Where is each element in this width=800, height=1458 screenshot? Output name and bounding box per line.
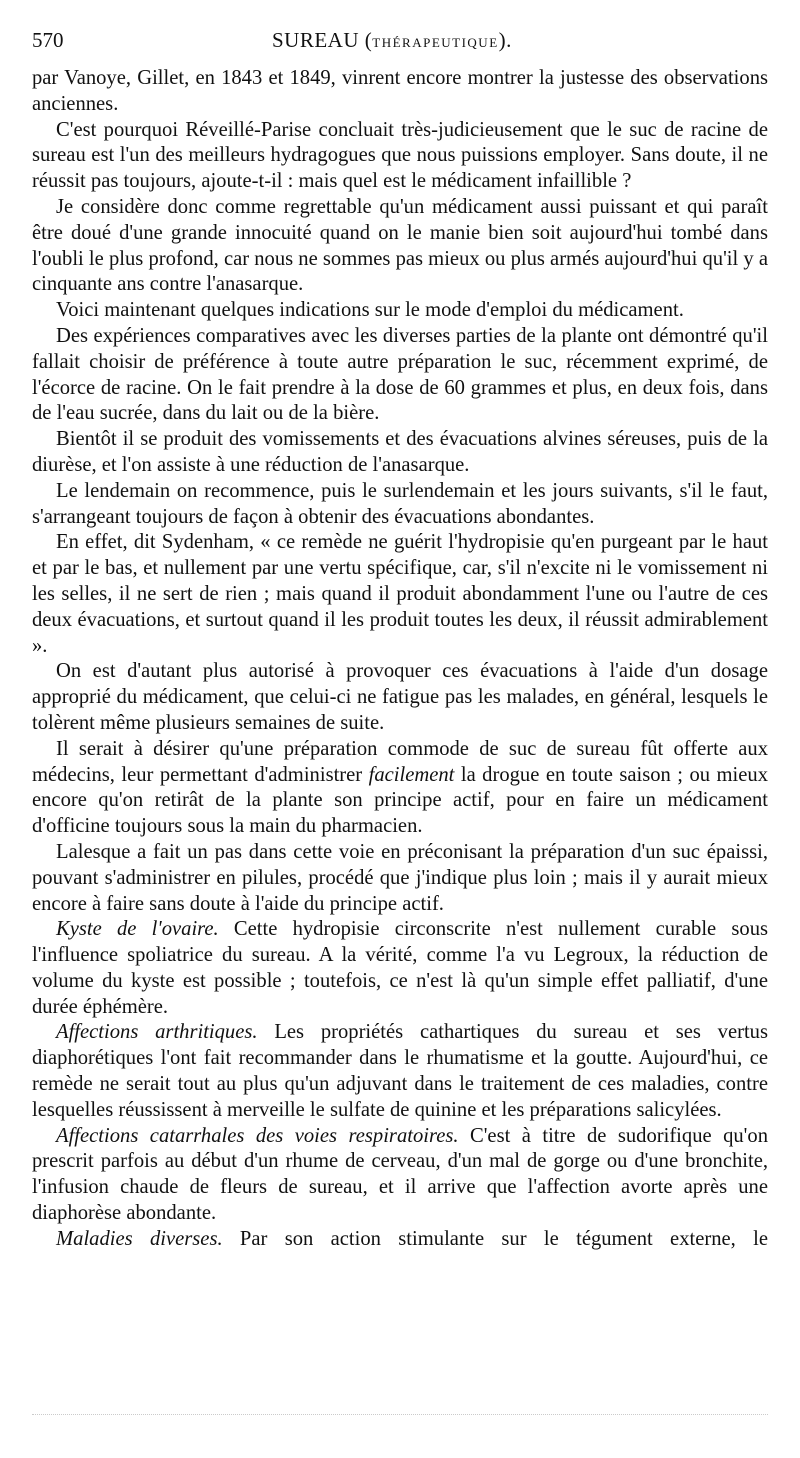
paragraph: Le lendemain on recommence, puis le surlendemain et les jours suivants, s'il le faut, s'arrangeant toujours de façon à obtenir des évacuations abondantes.: [32, 479, 768, 528]
paragraph: On est d'autant plus autorisé à provoquer ces évacuations à l'aide d'un dosage approprié du médicament, que celui-ci ne fatigue pas les malades, en général, lesquels le tolèrent même plusieurs semaines de suite.: [32, 660, 768, 734]
paragraph: par Vanoye, Gillet, en 1843 et 1849, vinrent encore montrer la justesse des observations anciennes.: [32, 67, 768, 115]
paragraph-text: la drogue en toute saison ; ou mieux encore qu'on retirât de la plante son principe actif, pour en faire un médicament d'officine toujours sous la main du pharmacien.: [32, 763, 768, 838]
body-text: [32, 66, 768, 1253]
paragraph: En effet, dit Sydenham, « ce remède ne guérit l'hydropisie qu'en purgeant par le haut et par le bas, et nullement par une vertu spécifique, car, s'il n'excite ni le vomissement ni les selles, il ne sert de rien ; mais quand il produit abondamment l'une ou l'autre de ces deux évacuations, et surtout quand il les produit toutes les deux, il réussit admirablement ».: [32, 531, 768, 657]
paragraph: Je considère donc comme regrettable qu'un médicament aussi puissant et qui paraît être doué d'une grande innocuité quand on le manie bien soit aujourd'hui tombé dans l'oubli le plus profond, car nous ne sommes pas mieux ou plus armés aujourd'hui qu'il y a cinquante ans contre l'anasarque.: [32, 195, 768, 296]
section-heading: Kyste de l'ovaire.: [56, 918, 219, 941]
running-head-close: ).: [498, 28, 512, 52]
paragraph: Des expériences comparatives avec les diverses parties de la plante ont démontré qu'il fallait choisir de préférence à toute autre préparation le suc, récemment exprimé, de l'écorce de racine. On le fait prendre à la dose de 60 grammes et plus, en deux fois, dans de l'eau sucrée, dans du lait ou de la bière.: [32, 324, 768, 425]
paragraph-text: Les propriétés cathartiques du sureau et ses vertus diaphorétiques l'ont fait recommander dans le rhumatisme et la goutte. Aujourd'hui, ce remède ne serait tout au plus qu'un adjuvant dans le traitement de ces maladies, contre lesquelles réussissent à merveille le sulfate de quinine et les préparations salicylées.: [32, 1021, 768, 1121]
section-heading: Affections catarrhales des voies respiratoires.: [56, 1124, 459, 1147]
section-heading: Maladies diverses.: [56, 1227, 223, 1250]
paragraph: [32, 737, 768, 840]
paragraph-text: C'est à titre de sudorifique qu'on prescrit parfois au début d'un rhume de cerveau, d'un mal de gorge ou d'une bronchite, l'infusion chaude de fleurs de sureau, et il arrive que l'affection avorte après une diaphorèse abondante.: [32, 1124, 768, 1225]
running-head-title: SUREAU (: [272, 28, 373, 52]
section-heading: Affections arthritiques.: [56, 1021, 258, 1044]
paragraph-text: Par son action stimulante sur le tégument externe, le: [222, 1227, 768, 1250]
paragraph: C'est pourquoi Réveillé-Parise concluait très-judicieusement que le suc de racine de sureau est l'un des meilleurs hydragogues que nous puissions employer. Sans doute, il ne réussit pas toujours, ajoute-t-il : mais quel est le médicament infaillible ?: [32, 118, 768, 193]
page-number: 570: [32, 28, 64, 52]
paragraph: Bientôt il se produit des vomissements et des évacuations alvines séreuses, puis de la diurèse, et l'on assiste à une réduction de l'anasarque.: [32, 428, 768, 476]
paragraph: [32, 917, 768, 1020]
paragraph: Voici maintenant quelques indications sur le mode d'emploi du médicament.: [56, 299, 684, 322]
paragraph-text: Il serait à désirer qu'une préparation commode de suc de sureau fût offerte aux médecins, leur permettant d'administrer: [32, 737, 768, 786]
paragraph: [32, 1227, 768, 1253]
paragraph: Lalesque a fait un pas dans cette voie en préconisant la préparation d'un suc épaissi, pouvant s'administrer en pilules, procédé que j'indique plus loin ; mais il y aurait mieux encore à faire sans doute à l'aide du principe actif.: [32, 840, 768, 915]
running-head: [272, 28, 512, 53]
page-header: [32, 28, 768, 56]
emphasis: facilement: [368, 763, 455, 786]
paragraph: [32, 1124, 768, 1227]
paragraph-text: Cette hydropisie circonscrite n'est nullement curable sous l'influence spoliatrice du sureau. A la vérité, comme l'a vu Legroux, la réduction de volume du kyste est possible ; toutefois, ce n'est là qu'un simple effet palliatif, d'une durée éphémère.: [32, 918, 769, 1018]
book-page: [32, 28, 768, 1253]
footer-rule: [32, 1414, 768, 1415]
paragraph: [32, 1020, 768, 1123]
running-head-subtitle: THÉRAPEUTIQUE: [372, 35, 499, 50]
